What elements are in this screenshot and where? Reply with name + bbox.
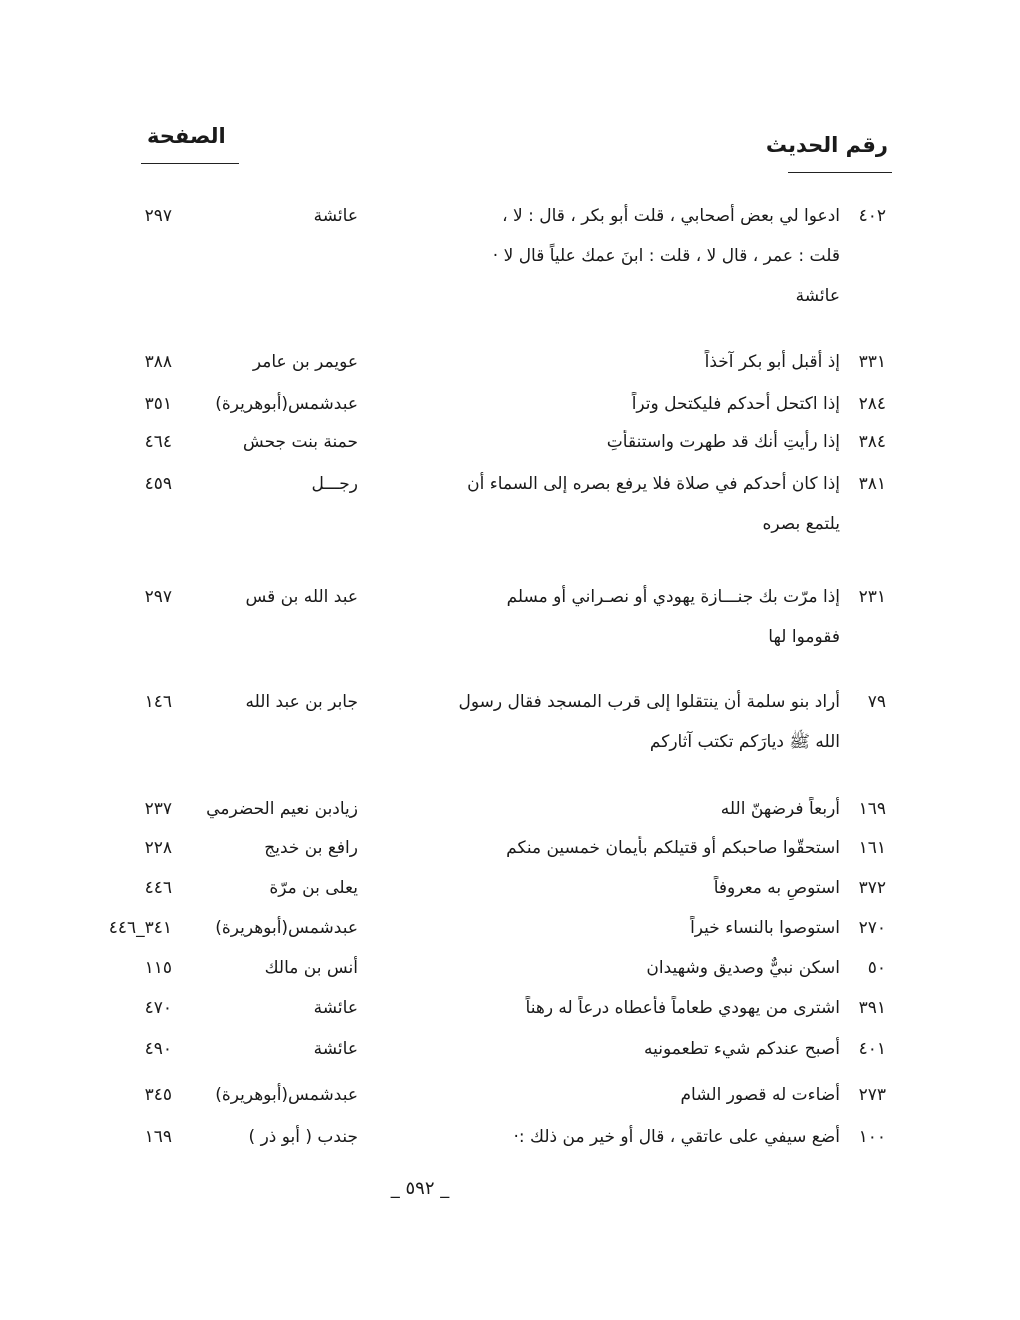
page-reference: ٣٥١	[144, 394, 172, 414]
hadith-text: أراد بنو سلمة أن ينتقلوا إلى قرب المسجد فقال رسول	[458, 692, 840, 712]
page-reference: ٢٩٧	[144, 206, 172, 226]
page-reference: ١١٥	[144, 958, 172, 978]
page-reference: ٣٤٥	[144, 1085, 172, 1105]
hadith-text: اسكن نبيٌّ وصديق وشهيدان	[646, 958, 840, 978]
page-reference: ٢٩٧	[144, 587, 172, 607]
header-underline-right	[788, 172, 892, 173]
hadith-text: استحقّوا صاحبكم أو قتيلكم بأيمان خمسين منكم	[506, 838, 840, 858]
hadith-text: اشترى من يهودي طعاماً فأعطاه درعاً له رهناً	[525, 998, 840, 1018]
hadith-text: أربعاً فرضهنّ الله	[720, 799, 840, 819]
page-reference: ٤٥٩	[144, 474, 172, 494]
hadith-text: استوصوا بالنساء خيراً	[690, 918, 840, 938]
hadith-number: ٣٩١	[858, 998, 886, 1018]
narrator-name: عائشة	[313, 1039, 358, 1059]
page-number: _ ٥٩٢ _	[390, 1178, 450, 1199]
hadith-number: ٤٠١	[858, 1039, 886, 1059]
narrator-name: عبد الله بن قس	[245, 587, 358, 607]
narrator-name: عويمر بن عامر	[252, 352, 358, 372]
page-reference: ٣٨٨	[144, 352, 172, 372]
hadith-number: ٣٨١	[858, 474, 886, 494]
hadith-text: أصبح عندكم شيء تطعمونيه	[644, 1039, 840, 1059]
hadith-text: إذا رأيتِ أنك قد طهرت واستنقأتِ	[606, 432, 840, 452]
page-reference: ٤٩٠	[144, 1039, 172, 1059]
hadith-number: ١٦٩	[858, 799, 886, 819]
page-reference: ٤٤٦	[144, 878, 172, 898]
hadith-number-column-header: رقم الحديث	[765, 133, 888, 157]
hadith-text: إذا كان أحدكم في صلاة فلا يرفع بصره إلى السماء أن	[467, 474, 840, 494]
hadith-text-continuation: قلت : عمر ، قال لا ، قلت : ابنَ عمك علياً قال لا ·	[492, 246, 840, 266]
hadith-text-continuation: عائشة	[795, 286, 840, 306]
narrator-name: جندب ( أبو ذر )	[248, 1127, 358, 1147]
hadith-text-continuation: فقوموا لها	[768, 627, 840, 647]
narrator-name: رجـــل	[311, 474, 358, 494]
hadith-number: ٣٨٤	[858, 432, 886, 452]
page-reference: ٢٢٨	[144, 838, 172, 858]
hadith-number: ٢٧٠	[858, 918, 886, 938]
narrator-name: أنس بن مالك	[264, 958, 358, 978]
page-column-header: الصفحة	[147, 124, 226, 148]
narrator-name: عبدشمس(أبوهريرة)	[215, 394, 358, 414]
hadith-text-continuation: يلتمع بصره	[762, 514, 840, 534]
narrator-name: جابر بن عبد الله	[245, 692, 358, 712]
hadith-number: ٣٧٢	[858, 878, 886, 898]
hadith-number: ٧٩	[867, 692, 886, 712]
page-reference: ٤٦٤	[144, 432, 172, 452]
hadith-text: إذا مرّت بك جنـــازة يهودي أو نصـراني أو مسلم	[506, 587, 840, 607]
narrator-name: عائشة	[313, 206, 358, 226]
hadith-text: أضع سيفي على عاتقي ، قال أو خير من ذلك :·	[513, 1127, 840, 1147]
hadith-text: ادعوا لي بعض أصحابي ، قلت أبو بكر ، قال : لا ،	[502, 206, 840, 226]
narrator-name: زيادبن نعيم الحضرمي	[206, 799, 358, 819]
hadith-number: ٢٣١	[858, 587, 886, 607]
hadith-number: ١٦١	[858, 838, 886, 858]
header-underline-left	[141, 163, 239, 164]
page-reference: ١٦٩	[144, 1127, 172, 1147]
narrator-name: حمنة بنت جحش	[242, 432, 358, 452]
hadith-text: إذ أقبل أبو بكر آخذاً	[704, 352, 840, 372]
page-reference: ٤٧٠	[144, 998, 172, 1018]
narrator-name: عائشة	[313, 998, 358, 1018]
hadith-number: ٥٠	[867, 958, 886, 978]
hadith-text: إذا اكتحل أحدكم فليكتحل وتراً	[631, 394, 840, 414]
hadith-text: استوصِ به معروفاً	[713, 878, 840, 898]
hadith-number: ١٠٠	[858, 1127, 886, 1147]
page-reference: ١٤٦	[144, 692, 172, 712]
page-reference: ٣٤١_٤٤٦	[108, 918, 172, 938]
narrator-name: يعلى بن مرّة	[269, 878, 358, 898]
narrator-name: رافع بن خديج	[264, 838, 358, 858]
hadith-number: ٣٣١	[858, 352, 886, 372]
hadith-number: ٢٨٤	[858, 394, 886, 414]
narrator-name: عبدشمس(أبوهريرة)	[215, 1085, 358, 1105]
hadith-number: ٢٧٣	[858, 1085, 886, 1105]
page-reference: ٢٣٧	[144, 799, 172, 819]
hadith-text: أضاءت له قصور الشام	[680, 1085, 840, 1105]
narrator-name: عبدشمس(أبوهريرة)	[215, 918, 358, 938]
hadith-text-continuation: الله ﷺ ديارَكم تكتب آثاركم	[649, 732, 840, 752]
hadith-number: ٤٠٢	[858, 206, 886, 226]
